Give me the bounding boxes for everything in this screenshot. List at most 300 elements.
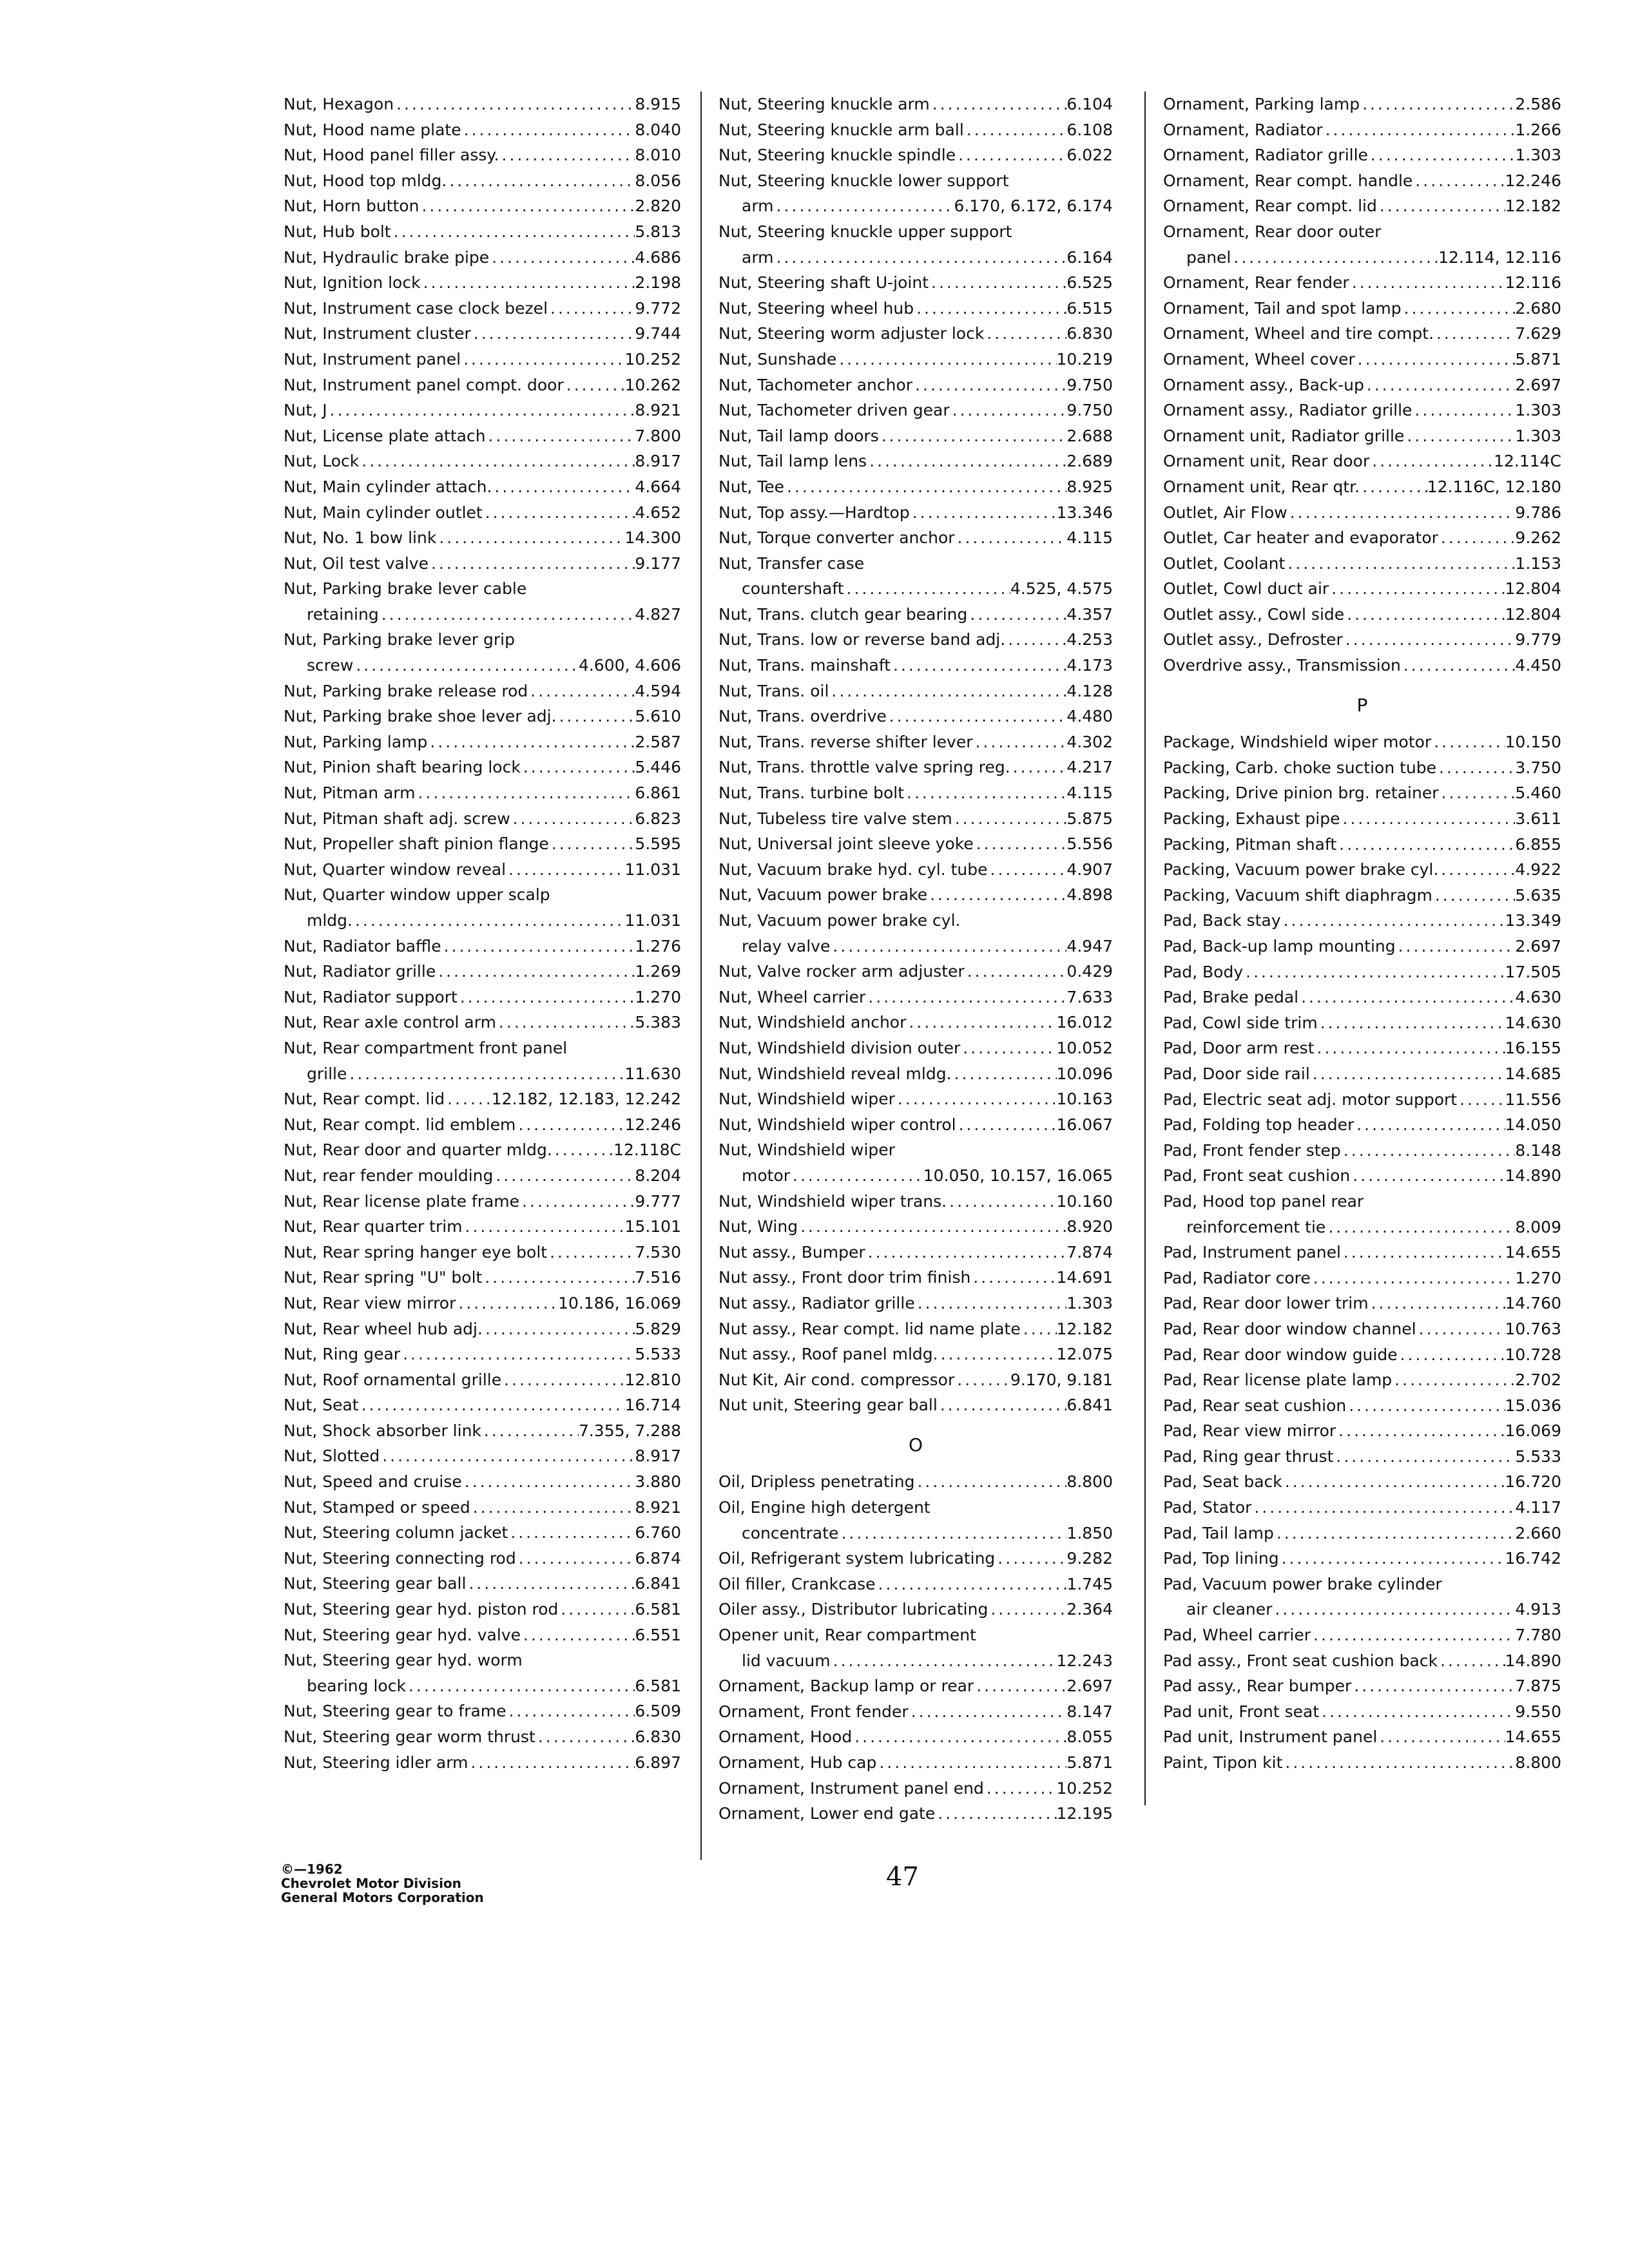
entry-line bbox=[284, 1061, 681, 1087]
index-entry bbox=[1163, 1622, 1561, 1648]
dot-leader bbox=[482, 1265, 635, 1291]
dot-leader bbox=[1243, 959, 1505, 985]
entry-title: Pad, Brake pedal bbox=[1163, 988, 1299, 1007]
entry-line bbox=[284, 1520, 681, 1546]
entry-title: Pad, Rear door window channel bbox=[1163, 1319, 1416, 1338]
index-entry bbox=[718, 780, 1113, 806]
index-entry bbox=[1163, 1699, 1561, 1725]
entry-title: Pad, Back stay bbox=[1163, 911, 1281, 930]
entry-title: Nut Kit, Air cond. compressor bbox=[718, 1370, 955, 1389]
dot-leader bbox=[1349, 270, 1505, 296]
entry-reference: 10.252 bbox=[1056, 1778, 1113, 1798]
entry-reference: 6.861 bbox=[635, 783, 681, 803]
entry-subtitle: bearing lock bbox=[307, 1676, 406, 1695]
index-entry bbox=[1163, 1112, 1561, 1138]
entry-line bbox=[1163, 832, 1561, 858]
entry-line bbox=[284, 678, 681, 704]
entry-title: Nut, Hood top mldg. bbox=[284, 171, 447, 190]
entry-reference: 7.629 bbox=[1515, 324, 1561, 343]
entry-title: Nut, Top assy.—Hardtop bbox=[718, 503, 910, 522]
entry-reference: 3.750 bbox=[1515, 758, 1561, 777]
index-entry bbox=[718, 1750, 1113, 1776]
index-entry bbox=[284, 1010, 681, 1035]
dot-leader bbox=[831, 1648, 1057, 1674]
entry-reference: 4.480 bbox=[1066, 707, 1113, 726]
dot-leader bbox=[1412, 398, 1515, 423]
dot-leader bbox=[952, 1061, 1057, 1087]
entry-title: Pad, Rear door window guide bbox=[1163, 1345, 1398, 1364]
entry-line bbox=[718, 1086, 1113, 1112]
entry-reference: 9.177 bbox=[635, 553, 681, 573]
index-entry bbox=[1163, 934, 1561, 959]
dot-leader bbox=[895, 1086, 1057, 1112]
dot-leader bbox=[974, 831, 1067, 857]
dot-leader bbox=[912, 372, 1066, 398]
index-entry bbox=[1163, 1265, 1561, 1291]
entry-reference: 10.050, 10.157, 16.065 bbox=[923, 1166, 1113, 1185]
entry-line bbox=[1163, 1367, 1561, 1393]
dot-leader bbox=[521, 754, 635, 780]
dot-leader bbox=[528, 678, 635, 704]
dot-leader bbox=[1343, 627, 1516, 653]
entry-reference: 6.164 bbox=[1066, 247, 1113, 267]
entry-reference: 1.303 bbox=[1515, 146, 1561, 165]
entry-title: Nut, Steering idler arm bbox=[284, 1753, 468, 1772]
entry-line bbox=[1163, 398, 1561, 423]
entry-reference: 1.269 bbox=[635, 962, 681, 981]
index-entry bbox=[718, 1112, 1113, 1138]
entry-title: Nut, Instrument cluster bbox=[284, 324, 471, 343]
entry-title: Nut, Lock bbox=[284, 452, 360, 471]
entry-reference: 12.810 bbox=[624, 1370, 681, 1389]
entry-reference: 10.763 bbox=[1505, 1319, 1561, 1338]
dot-leader bbox=[1438, 1648, 1505, 1674]
entry-line bbox=[284, 1546, 681, 1571]
entry-line bbox=[718, 1163, 1113, 1189]
entry-title: Nut, Roof ornamental grille bbox=[284, 1370, 502, 1389]
dot-leader bbox=[967, 602, 1066, 628]
index-entry bbox=[1163, 117, 1561, 143]
entry-title: Pad, Seat back bbox=[1163, 1472, 1282, 1492]
index-entry bbox=[718, 653, 1113, 678]
dot-leader bbox=[486, 423, 635, 449]
entry-reference: 12.243 bbox=[1056, 1651, 1113, 1670]
entry-reference: 15.036 bbox=[1505, 1396, 1561, 1415]
entry-line bbox=[1163, 755, 1561, 781]
entry-title: Nut, Steering shaft U-joint bbox=[718, 273, 929, 293]
index-entry bbox=[1163, 525, 1561, 551]
entry-reference: 1.270 bbox=[1515, 1268, 1561, 1287]
entry-title: Nut, Steering gear hyd. valve bbox=[284, 1625, 521, 1644]
entry-line bbox=[718, 857, 1113, 883]
index-entry bbox=[1163, 321, 1561, 347]
dot-leader bbox=[784, 474, 1066, 500]
entry-line bbox=[1163, 1495, 1561, 1521]
entry-reference: 9.282 bbox=[1066, 1549, 1113, 1568]
entry-title: Nut, Transfer case bbox=[718, 553, 865, 573]
dot-leader bbox=[1281, 908, 1505, 934]
entry-title: Nut, Vacuum brake hyd. cyl. tube bbox=[718, 860, 988, 879]
entry-title: Packing, Exhaust pipe bbox=[1163, 809, 1340, 829]
dot-leader bbox=[1412, 168, 1505, 194]
dot-leader bbox=[461, 347, 624, 372]
index-entry bbox=[284, 1035, 681, 1086]
dot-leader bbox=[493, 1163, 635, 1189]
entry-reference: 4.115 bbox=[1066, 783, 1113, 803]
entry-line bbox=[284, 806, 681, 832]
entry-title: Nut, Hood name plate bbox=[284, 120, 461, 139]
index-entry bbox=[718, 754, 1113, 780]
entry-line bbox=[1163, 1112, 1561, 1138]
index-entry bbox=[284, 1443, 681, 1469]
entry-subtitle: concentrate bbox=[742, 1523, 839, 1542]
entry-line bbox=[284, 729, 681, 755]
entry-title: Nut assy., Front door trim finish bbox=[718, 1268, 971, 1287]
dot-leader bbox=[1336, 1418, 1505, 1444]
index-entry bbox=[284, 372, 681, 398]
entry-reference: 9.262 bbox=[1515, 528, 1561, 548]
entry-reference: 4.357 bbox=[1066, 604, 1113, 624]
entry-reference: 4.600, 4.606 bbox=[578, 656, 681, 675]
dot-leader bbox=[1344, 602, 1505, 628]
entry-title: Pad, Wheel carrier bbox=[1163, 1626, 1311, 1645]
entry-line bbox=[718, 1776, 1113, 1802]
entry-reference: 3.880 bbox=[635, 1472, 681, 1492]
entry-title: Nut, Tail lamp lens bbox=[718, 452, 867, 471]
entry-reference: 17.505 bbox=[1505, 962, 1561, 981]
entry-reference: 6.897 bbox=[635, 1753, 681, 1772]
dot-leader bbox=[830, 934, 1066, 959]
entry-title: Nut, Vacuum power brake cyl. bbox=[718, 911, 961, 930]
dot-leader bbox=[974, 1673, 1066, 1699]
entry-reference: 4.594 bbox=[635, 681, 681, 700]
entry-line bbox=[1163, 525, 1561, 551]
page-number: 47 bbox=[886, 1862, 919, 1892]
dot-leader bbox=[1364, 372, 1516, 398]
entry-line bbox=[718, 1724, 1113, 1750]
entry-line bbox=[1163, 985, 1561, 1010]
index-list bbox=[718, 1469, 1113, 1826]
dot-leader bbox=[427, 729, 635, 755]
entry-reference: 4.253 bbox=[1066, 630, 1113, 649]
entry-reference: 16.012 bbox=[1056, 1013, 1113, 1032]
index-entry bbox=[718, 117, 1113, 143]
index-entry bbox=[284, 1214, 681, 1240]
index-entry bbox=[1163, 602, 1561, 628]
entry-title: Nut, Parking lamp bbox=[284, 732, 428, 751]
entry-reference: 6.581 bbox=[635, 1676, 681, 1695]
entry-line bbox=[1163, 780, 1561, 806]
index-entry bbox=[1163, 985, 1561, 1010]
entry-title: Ornament, Rear door outer bbox=[1163, 222, 1382, 241]
entry-reference: 7.875 bbox=[1515, 1677, 1561, 1696]
index-entry bbox=[718, 678, 1113, 704]
index-entry bbox=[1163, 1189, 1561, 1240]
entry-title: Ornament, Hood bbox=[718, 1727, 853, 1747]
dot-leader bbox=[463, 1214, 625, 1240]
index-entry bbox=[718, 1622, 1113, 1673]
dot-leader bbox=[501, 1367, 624, 1393]
entry-reference: 7.800 bbox=[635, 426, 681, 445]
dot-leader bbox=[1354, 1112, 1505, 1138]
index-entry bbox=[718, 627, 1113, 653]
entry-line bbox=[718, 117, 1113, 143]
dot-leader bbox=[865, 1240, 1067, 1265]
index-entry bbox=[1163, 270, 1561, 296]
entry-title: Nut, Rear spring hanger eye bolt bbox=[284, 1242, 548, 1262]
index-entry bbox=[284, 117, 681, 143]
entry-line bbox=[284, 1418, 681, 1444]
entry-reference: 1.303 bbox=[1066, 1293, 1113, 1312]
entry-line bbox=[284, 780, 681, 806]
entry-reference: 8.009 bbox=[1515, 1217, 1561, 1236]
entry-line bbox=[718, 653, 1113, 678]
entry-reference: 12.182 bbox=[1056, 1319, 1113, 1338]
dot-leader bbox=[988, 1597, 1066, 1622]
entry-line bbox=[718, 627, 1113, 653]
entry-reference: 10.163 bbox=[1056, 1090, 1113, 1109]
entry-line bbox=[1163, 883, 1561, 908]
entry-line bbox=[284, 602, 681, 628]
dot-leader bbox=[1005, 627, 1066, 653]
entry-reference: 11.031 bbox=[624, 911, 681, 930]
entry-title: Nut, Steering gear worm thrust bbox=[284, 1727, 535, 1746]
dot-leader bbox=[1285, 551, 1515, 577]
entry-reference: 10.096 bbox=[1056, 1064, 1113, 1083]
entry-title: Pad, Rear view mirror bbox=[1163, 1421, 1336, 1441]
entry-reference: 8.056 bbox=[635, 171, 681, 190]
entry-reference: 5.871 bbox=[1515, 349, 1561, 369]
dot-leader bbox=[1351, 1673, 1515, 1699]
entry-reference: 8.204 bbox=[635, 1166, 681, 1185]
dot-leader bbox=[1369, 1291, 1505, 1316]
entry-reference: 1.270 bbox=[635, 987, 681, 1006]
entry-title: Nut, Rear compt. lid emblem bbox=[284, 1115, 516, 1134]
entry-title: Nut, Steering gear hyd. worm bbox=[284, 1651, 523, 1670]
entry-reference: 2.697 bbox=[1515, 937, 1561, 956]
dot-leader bbox=[909, 1699, 1067, 1725]
dot-leader bbox=[947, 1189, 1056, 1215]
entry-subtitle: retaining bbox=[307, 604, 379, 624]
entry-title: Outlet, Coolant bbox=[1163, 553, 1286, 573]
entry-line bbox=[284, 321, 681, 347]
dot-leader bbox=[558, 1597, 635, 1622]
entry-title: Packing, Vacuum shift diaphragm bbox=[1163, 885, 1432, 905]
entry-title: Packing, Carb. choke suction tube bbox=[1163, 758, 1437, 777]
entry-line bbox=[284, 1137, 681, 1163]
entry-line bbox=[284, 245, 681, 271]
dot-leader bbox=[353, 653, 579, 678]
entry-title: Pad, Instrument panel bbox=[1163, 1243, 1341, 1262]
dot-leader bbox=[984, 1776, 1057, 1802]
dot-leader bbox=[1340, 806, 1516, 832]
entry-title: Packing, Vacuum power brake cyl. bbox=[1163, 860, 1439, 879]
index-entry bbox=[1163, 193, 1561, 219]
dot-leader bbox=[956, 1112, 1057, 1138]
entry-line bbox=[284, 857, 681, 883]
entry-line bbox=[284, 1086, 681, 1112]
entry-reference: 9.786 bbox=[1515, 503, 1561, 522]
entry-reference: 5.533 bbox=[1515, 1446, 1561, 1466]
entry-subtitle: arm bbox=[742, 197, 774, 216]
index-entry bbox=[718, 1214, 1113, 1240]
entry-title: Nut, Oil test valve bbox=[284, 553, 429, 573]
index-entry bbox=[718, 551, 1113, 602]
index-entry bbox=[284, 1520, 681, 1546]
index-entry bbox=[284, 1571, 681, 1597]
index-entry bbox=[284, 448, 681, 474]
index-entry bbox=[284, 1086, 681, 1112]
entry-line bbox=[1163, 1521, 1561, 1546]
entry-title: Nut, Steering gear ball bbox=[284, 1574, 467, 1593]
entry-reference: 6.760 bbox=[635, 1523, 681, 1542]
dot-leader bbox=[829, 678, 1066, 704]
entry-title: Nut, Steering knuckle upper support bbox=[718, 222, 1012, 241]
entry-line bbox=[1163, 1061, 1561, 1087]
entry-title: Ornament, Wheel cover bbox=[1163, 349, 1355, 369]
index-entry bbox=[1163, 1571, 1561, 1622]
entry-reference: 14.630 bbox=[1505, 1013, 1561, 1032]
dot-leader bbox=[400, 1341, 635, 1367]
entry-reference: 2.697 bbox=[1515, 375, 1561, 394]
index-entry bbox=[1163, 1521, 1561, 1546]
entry-line bbox=[718, 754, 1113, 780]
entry-reference: 4.652 bbox=[635, 503, 681, 522]
entry-line bbox=[1163, 321, 1561, 347]
entry-line bbox=[718, 576, 1113, 602]
dot-leader bbox=[557, 704, 635, 729]
entry-reference: 2.688 bbox=[1066, 426, 1113, 445]
entry-line bbox=[284, 372, 681, 398]
index-entry bbox=[1163, 423, 1561, 449]
entry-line bbox=[284, 219, 681, 245]
entry-reference: 12.116 bbox=[1505, 273, 1561, 293]
entry-title: Nut unit, Steering gear ball bbox=[718, 1396, 938, 1415]
entry-line bbox=[718, 1112, 1113, 1138]
index-entry bbox=[1163, 219, 1561, 270]
entry-title: Pad, Tail lamp bbox=[1163, 1523, 1274, 1542]
entry-reference: 8.800 bbox=[1066, 1472, 1113, 1492]
dot-leader bbox=[1341, 1138, 1516, 1164]
entry-title: Nut, Rear view mirror bbox=[284, 1293, 456, 1312]
dot-leader bbox=[950, 398, 1067, 423]
entry-reference: 9.750 bbox=[1066, 375, 1113, 394]
entry-title: Nut, Sunshade bbox=[718, 349, 837, 369]
entry-reference: 6.525 bbox=[1066, 273, 1113, 293]
dot-leader bbox=[970, 1265, 1056, 1291]
entry-reference: 5.875 bbox=[1066, 809, 1113, 828]
dot-leader bbox=[1355, 347, 1516, 372]
entry-subtitle: panel bbox=[1186, 247, 1231, 267]
index-list bbox=[718, 91, 1113, 1418]
index-entry bbox=[718, 321, 1113, 347]
dot-leader bbox=[984, 321, 1066, 347]
index-entry bbox=[1163, 1163, 1561, 1189]
dot-leader bbox=[416, 780, 635, 806]
entry-title: Nut, Steering knuckle spindle bbox=[718, 146, 956, 165]
index-entry bbox=[718, 908, 1113, 959]
dot-leader bbox=[988, 857, 1067, 883]
dot-leader bbox=[935, 1801, 1056, 1827]
entry-title: Nut, Radiator grille bbox=[284, 962, 436, 981]
dot-leader bbox=[462, 1469, 635, 1495]
index-entry bbox=[1163, 142, 1561, 168]
entry-title: Pad, Rear door lower trim bbox=[1163, 1294, 1369, 1313]
column-divider-right bbox=[1144, 91, 1146, 1805]
dot-leader bbox=[995, 1546, 1066, 1571]
entry-title: Nut, Rear license plate frame bbox=[284, 1191, 520, 1211]
index-entry bbox=[1163, 1010, 1561, 1036]
index-entry bbox=[1163, 857, 1561, 883]
entry-reference: 9.750 bbox=[1066, 401, 1113, 420]
entry-title: Nut, Horn button bbox=[284, 197, 419, 216]
entry-line bbox=[1163, 1699, 1561, 1725]
index-entry bbox=[284, 882, 681, 933]
entry-line bbox=[284, 1367, 681, 1393]
entry-title: Oiler assy., Distributor lubricating bbox=[718, 1600, 988, 1619]
index-entry bbox=[1163, 755, 1561, 781]
dot-leader bbox=[952, 806, 1067, 832]
dot-leader bbox=[1432, 883, 1516, 908]
index-entry bbox=[718, 882, 1113, 908]
dot-leader bbox=[483, 500, 635, 526]
entry-title: Nut, Windshield wiper bbox=[718, 1090, 895, 1109]
index-entry bbox=[1163, 1138, 1561, 1164]
index-entry bbox=[718, 857, 1113, 883]
entry-title: Pad, Hood top panel rear bbox=[1163, 1191, 1364, 1211]
entry-line bbox=[718, 1341, 1113, 1367]
entry-title: Nut, Rear door and quarter mldg. bbox=[284, 1140, 552, 1160]
entry-reference: 8.921 bbox=[635, 401, 681, 420]
entry-line bbox=[1163, 908, 1561, 934]
entry-title: Ornament unit, Radiator grille bbox=[1163, 426, 1405, 445]
entry-reference: 8.925 bbox=[1066, 477, 1113, 496]
entry-reference: 5.556 bbox=[1066, 834, 1113, 854]
entry-line bbox=[718, 1750, 1113, 1776]
dot-leader bbox=[436, 959, 635, 985]
entry-reference: 9.777 bbox=[635, 1191, 681, 1211]
index-entry bbox=[284, 347, 681, 372]
entry-reference: 2.586 bbox=[1515, 95, 1561, 113]
entry-reference: 16.714 bbox=[624, 1396, 681, 1415]
entry-line bbox=[284, 653, 681, 678]
index-entry bbox=[1163, 1035, 1561, 1061]
entry-line bbox=[1163, 168, 1561, 194]
entry-reference: 12.075 bbox=[1056, 1345, 1113, 1364]
entry-reference: 2.660 bbox=[1515, 1523, 1561, 1542]
index-entry bbox=[718, 1392, 1113, 1418]
entry-line bbox=[284, 1341, 681, 1367]
entry-title: Nut, Hood panel filler assy. bbox=[284, 146, 499, 165]
entry-line bbox=[718, 321, 1113, 347]
entry-reference: 13.349 bbox=[1505, 911, 1561, 930]
index-entry bbox=[284, 729, 681, 755]
entry-title: Nut, Tubeless tire valve stem bbox=[718, 809, 952, 828]
index-entry bbox=[284, 1418, 681, 1444]
entry-line bbox=[718, 500, 1113, 526]
entry-reference: 5.595 bbox=[635, 834, 681, 854]
entry-line bbox=[718, 296, 1113, 322]
entry-title: Nut, Tachometer driven gear bbox=[718, 401, 950, 420]
entry-line bbox=[718, 1061, 1113, 1087]
entry-line bbox=[284, 1622, 681, 1648]
entry-reference: 2.680 bbox=[1515, 298, 1561, 318]
entry-line bbox=[284, 908, 681, 934]
entry-line bbox=[1163, 1163, 1561, 1189]
index-entry bbox=[284, 1240, 681, 1265]
dot-leader bbox=[1298, 985, 1515, 1010]
entry-title: Nut assy., Rear compt. lid name plate bbox=[718, 1319, 1021, 1338]
